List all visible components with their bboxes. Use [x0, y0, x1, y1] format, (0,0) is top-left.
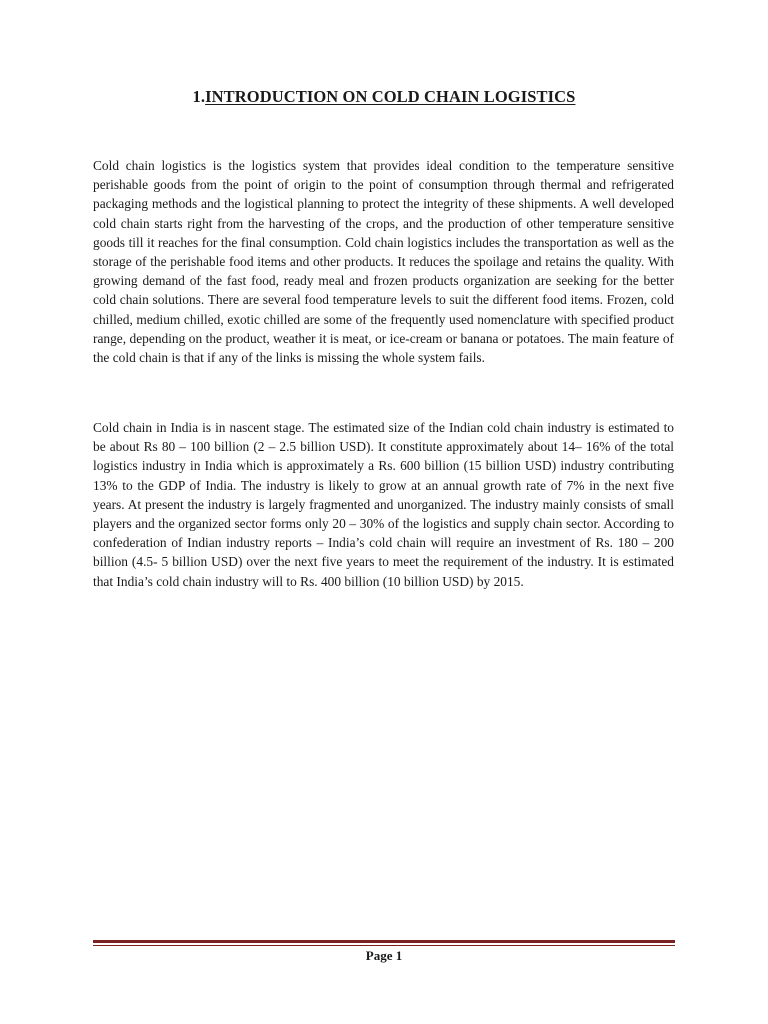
- footer-rule-thin: [93, 945, 675, 946]
- footer-rule-thick: [93, 940, 675, 943]
- page-title: [0, 87, 768, 107]
- paragraph-india: Cold chain in India is in nascent stage. The estimated size of the Indian cold chain industry is estimated to be about Rs 80 – 100 billion (2 – 2.5 billion USD). It constitute approximately about 14– 16% of the total logistics industry in India which is approximately a Rs. 600 billion (15 billion USD) industry contributing 13% to the GDP of India. The industry is likely to grow at an annual growth rate of 7% in the next five years. At present the industry is largely fragmented and unorganized. The industry mainly consists of small players and the organized sector forms only 20 – 30% of the logistics and supply chain sector. According to confederation of Indian industry reports – India’s cold chain will require an investment of Rs. 180 – 200 billion (4.5- 5 billion USD) over the next five years to meet the requirement of the industry. It is estimated that India’s cold chain industry will to Rs. 400 billion (10 billion USD) by 2015.: [93, 420, 674, 589]
- title-text: INTRODUCTION ON COLD CHAIN LOGISTICS: [205, 87, 576, 106]
- title-number: 1.: [192, 87, 206, 106]
- paragraph-intro: Cold chain logistics is the logistics system that provides ideal condition to the temperature sensitive perishable goods from the point of origin to the point of consumption through thermal and refrigerated packaging methods and the logistical planning to protect the integrity of these shipments. A well developed cold chain starts right from the harvesting of the crops, and the production of other temperature sensitive goods till it reaches for the final consumption. Cold chain logistics includes the transportation as well as the storage of the perishable food items and other products. It reduces the spoilage and retains the quality. With growing demand of the fast food, ready meal and frozen products organization are seeking for the better cold chain solutions. There are several food temperature levels to suit the different food items. Frozen, cold chilled, medium chilled, exotic chilled are some of the frequently used nomenclature with specified product range, depending on the product, weather it is meat, or ice-cream or banana or potatoes. The main feature of the cold chain is that if any of the links is missing the whole system fails.: [93, 158, 674, 366]
- page-number: Page 1: [365, 948, 403, 963]
